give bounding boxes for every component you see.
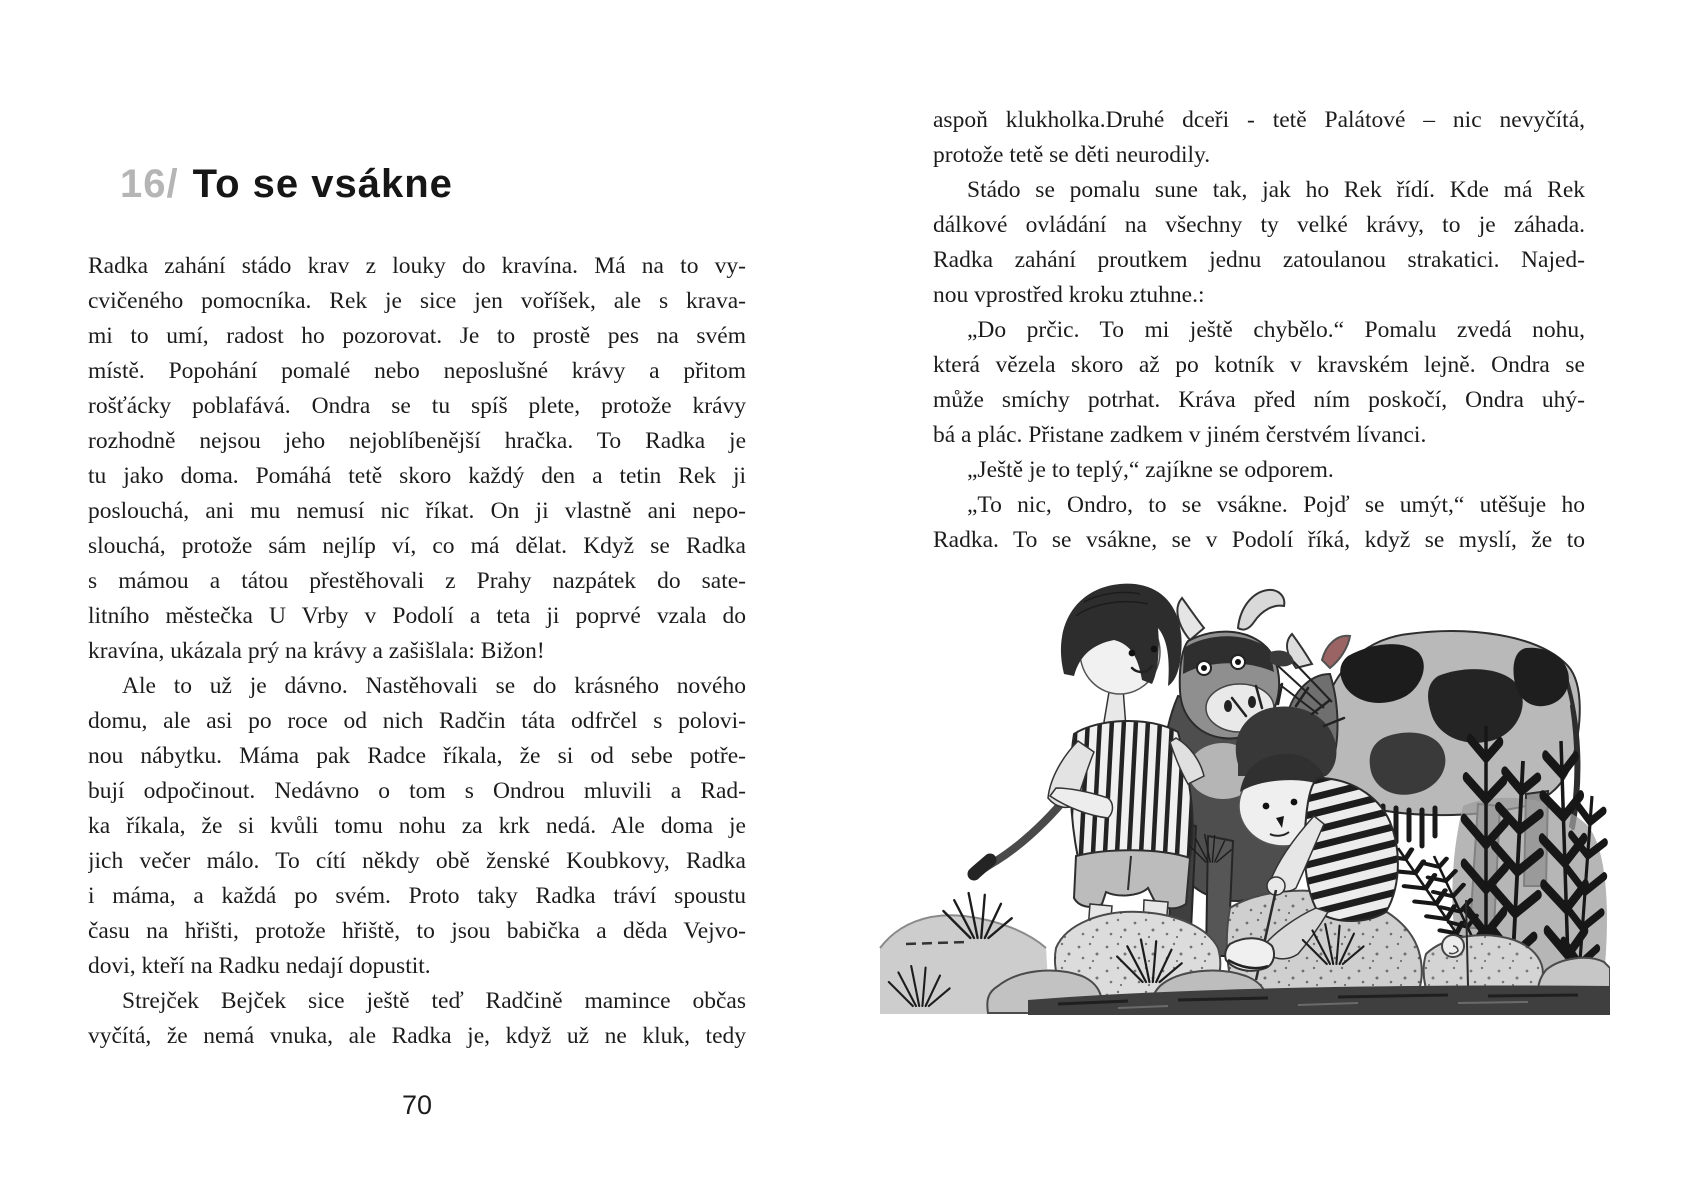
text-line: Radka zahání stádo krav z louky do kravína. Má na to vy- <box>88 253 746 279</box>
text-line: může smíchy potrhat. Kráva před ním poskočí, Ondra uhý- <box>933 387 1585 413</box>
text-line: mi to umí, radost ho pozorovat. Je to prostě pes na svém <box>88 323 746 349</box>
text-line: cvičeného pomocníka. Rek je sice jen voříšek, ale s krava- <box>88 288 746 314</box>
text-line: vyčítá, že nemá vnuka, ale Radka je, když už ne kluk, tedy <box>88 1023 746 1049</box>
text-line: Stádo se pomalu sune tak, jak ho Rek řídí. Kde má Rek <box>967 177 1585 203</box>
text-line: nou vprostřed kroku ztuhne.: <box>933 282 1205 308</box>
text-line: s mámou a tátou přestěhovali z Prahy nazpátek do sate- <box>88 568 746 594</box>
page-number: 70 <box>401 1090 433 1120</box>
text-line: „Ještě je to teplý,“ zajíkne se odporem. <box>967 457 1334 483</box>
text-line: Radka zahání proutkem jednu zatoulanou strakatici. Najed- <box>933 247 1585 273</box>
text-line: poslouchá, ani mu nemusí nic říkat. On ji vlastně ani nepo- <box>88 498 746 524</box>
chapter-heading <box>120 160 453 208</box>
text-line: litního městečka U Vrby v Podolí a teta ji poprvé vzala do <box>88 603 746 629</box>
text-line: dovi, kteří na Radku nedají dopustit. <box>88 953 431 979</box>
text-line: „Do prčic. To mi ještě chybělo.“ Pomalu zvedá nohu, <box>967 317 1585 343</box>
text-line: domu, ale asi po roce od nich Radčin táta odfrčel s polovi- <box>88 708 746 734</box>
text-line: bují odpočinout. Nedávno o tom s Ondrou mluvili a Rad- <box>88 778 746 804</box>
text-line: Radka. To se vsákne, se v Podolí říká, když se myslí, že to <box>933 527 1585 553</box>
text-line: Strejček Bejček sice ještě teď Radčině mamince občas <box>122 988 746 1014</box>
text-line: i máma, a každá po svém. Proto taky Radka tráví spoustu <box>88 883 746 909</box>
text-line: dálkové ovládání na všechny ty velké krávy, to je záhada. <box>933 212 1585 238</box>
text-line: nou nábytku. Máma pak Radce říkala, že si od sebe potře- <box>88 743 746 769</box>
chapter-number: 16/ <box>120 162 179 206</box>
text-line: která vězela skoro až po kotník v kravském lejně. Ondra se <box>933 352 1585 378</box>
text-line: tu jako doma. Pomáhá tetě skoro každý den a tetin Rek ji <box>88 463 746 489</box>
text-line: aspoň klukholka.Druhé dceři - tetě Palátové – nic nevyčítá, <box>933 107 1585 133</box>
text-line: jich večer málo. To cítí někdy obě ženské Koubkovy, Radka <box>88 848 746 874</box>
left-page-text <box>88 249 746 1054</box>
text-line: bá a plác. Přistane zadkem v jiném čerstvém lívanci. <box>933 422 1427 448</box>
text-line: protože tetě se děti neurodily. <box>933 142 1211 168</box>
girl-figure <box>974 584 1204 956</box>
chapter-title: To se vsákne <box>192 162 453 206</box>
text-line: slouchá, protože sám nejlíp ví, co má dělat. Když se Radka <box>88 533 746 559</box>
text-line: „To nic, Ondro, to se vsákne. Pojď se umýt,“ utěšuje ho <box>967 492 1585 518</box>
text-line: kravína, ukázala prý na krávy a zašišlala: Bižon! <box>88 638 545 664</box>
text-line: místě. Popohání pomalé nebo neposlušné krávy a přitom <box>88 358 746 384</box>
text-line: času na hřišti, protože hřiště, to jsou babička a děda Vejvo- <box>88 918 746 944</box>
illustration <box>878 556 1610 1015</box>
text-line: ka říkala, že si kvůli tomu nohu za krk nedá. Ale doma je <box>88 813 746 839</box>
text-line: rozhodně nejsou jeho nejoblíbenější hračka. To Radka je <box>88 428 746 454</box>
right-page-text <box>933 103 1585 558</box>
text-line: rošťácky poblafává. Ondra se tu spíš plete, protože krávy <box>88 393 746 419</box>
text-line: Ale to už je dávno. Nastěhovali se do krásného nového <box>122 673 746 699</box>
